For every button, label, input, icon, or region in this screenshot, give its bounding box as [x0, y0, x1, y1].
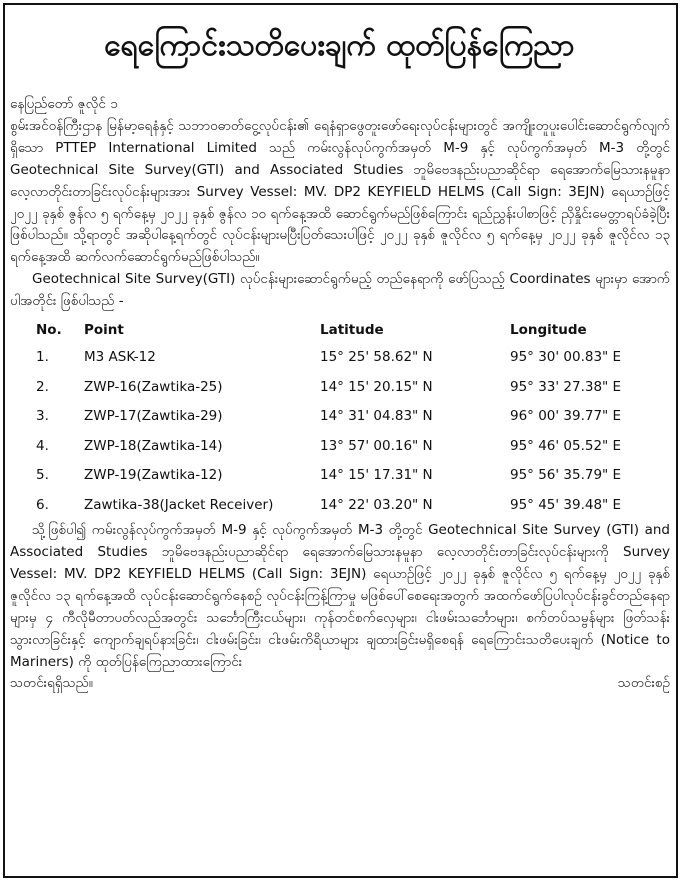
row-no: 2. [36, 378, 49, 395]
header-point: Point [84, 322, 124, 339]
row-longitude: 95° 46' 05.52" E [510, 437, 622, 454]
row-point: ZWP-18(Zawtika-14) [84, 437, 223, 454]
header-no: No. [36, 322, 62, 339]
closing-row [10, 673, 670, 695]
row-longitude: 95° 45' 39.48" E [510, 496, 622, 513]
header-latitude: Latitude [320, 322, 384, 339]
row-no: 3. [36, 408, 49, 425]
row-longitude: 95° 30' 00.83" E [510, 349, 622, 366]
header-longitude: Longitude [510, 322, 587, 339]
closing-text: သတင်းရရှိသည်။ [10, 675, 93, 692]
row-no: 4. [36, 437, 49, 454]
dateline: နေပြည်တော် ဇူလိုင် ၁ [10, 96, 118, 112]
row-no: 5. [36, 467, 49, 484]
row-point: Zawtika-38(Jacket Receiver) [84, 496, 274, 513]
coordinates-table [10, 317, 670, 520]
table-row [10, 402, 670, 432]
row-latitude: 14° 15' 17.31" N [320, 467, 433, 484]
signature: သတင်းစဉ် [617, 675, 670, 692]
table-row [10, 373, 670, 403]
row-no: 6. [36, 496, 49, 513]
row-latitude: 15° 25' 58.62" N [320, 349, 433, 366]
row-point: M3 ASK-12 [84, 349, 156, 366]
row-longitude: 95° 33' 27.38" E [510, 378, 622, 395]
table-row [10, 343, 670, 373]
table-row [10, 491, 670, 521]
row-latitude: 13° 57' 00.16" N [320, 437, 433, 454]
row-latitude: 14° 31' 04.83" N [320, 408, 433, 425]
row-point: ZWP-17(Zawtika-29) [84, 408, 223, 425]
row-point: ZWP-19(Zawtika-12) [84, 467, 223, 484]
row-point: ZWP-16(Zawtika-25) [84, 378, 223, 395]
row-longitude: 95° 56' 35.79" E [510, 467, 622, 484]
row-latitude: 14° 15' 20.15" N [320, 378, 433, 395]
paragraph-3: သို့ဖြစ်ပါ၍ ကမ်းလွန်လုပ်ကွက်အမှတ် M-9 နှင့် လုပ်ကွက်အမှတ် M-3 တို့တွင် Geotechnical Site Survey (GTI) and Associated Studies ဘူမိဗေဒနည်းပညာဆိုင်ရာ ရေအောက်မြေသားနမူနာ လေ့လာတိုင်းတာခြင်းလုပ်ငန်းများကို Survey Vessel: MV. DP2 KEYFIELD HELMS (Call Sign: 3EJN) ရေယာဉ်ဖြင့် ၂၀၂၂ ခုနှစ် ဇူလိုင်လ ၅ ရက်နေ့မှ ၂၀၂၂ ခုနှစ် ဇူလိုင်လ ၁၃ ရက်နေ့အထိ လုပ်ငန်းဆောင်ရွက်နေစဉ် လုပ်ငန်းကြန့်ကြာမှု မဖြစ်ပေါ်စေရေးအတွက် အထက်ဖော်ပြပါလုပ်ငန်းခွင်တည်နေရာများမှ ၄ ကီလိုမီတာပတ်လည်အတွင်း သင်္ဘောကြီးငယ်များ၊ ကုန်တင်စက်လှေများ၊ ငါးဖမ်းသင်္ဘောများ၊ စက်တပ်သမ္ဗန်များ ဖြတ်သန်းသွားလာခြင်းနှင့် ကျောက်ချရပ်နားခြင်း၊ ငါးဖမ်းခြင်း၊ ငါးဖမ်းကိရိယာများ ချထားခြင်းမရှိစေရန် ရေကြောင်းသတိပေးချက် (Notice to Mariners) ကို ထုတ်ပြန်ကြေညာထားကြောင်း [10, 522, 670, 670]
paragraph-2: Geotechnical Site Survey(GTI) လုပ်ငန်းများဆောင်ရွက်မည့် တည်နေရာကို ဖော်ပြသည့် Coordinates များမှာ အောက်ပါအတိုင်း ဖြစ်ပါသည် - [10, 271, 670, 310]
row-longitude: 96° 00' 39.77" E [510, 408, 622, 425]
notice-title: ရေကြောင်းသတိပေးချက် ထုတ်ပြန်ကြေညာ [104, 28, 575, 63]
table-header-row [10, 317, 670, 343]
paragraph-1: စွမ်းအင်ဝန်ကြီးဌာန မြန်မာ့ရေနံနှင့် သဘာဝဓာတ်ငွေ့လုပ်ငန်း၏ ရေနံရှာဖွေတူးဖော်ရေးလုပ်ငန်းများတွင် အကျိုးတူပူးပေါင်းဆောင်ရွက်လျက်ရှိသော PTTEP International Limited သည် ကမ်းလွန်လုပ်ကွက်အမှတ် M-9 နှင့် လုပ်ကွက်အမှတ် M-3 တို့တွင် Geotechnical Site Survey(GTI) and Associated Studies ဘူမိဗေဒနည်းပညာဆိုင်ရာ ရေအောက်မြေသားနမူနာ လေ့လာတိုင်းတာခြင်းလုပ်ငန်းများအား Survey Vessel: MV. DP2 KEYFIELD HELMS (Call Sign: 3EJN) ရေယာဉ်ဖြင့် ၂၀၂၂ ခုနှစ် ဇွန်လ ၅ ရက်နေ့မှ ၂၀၂၂ ခုနှစ် ဇွန်လ ၁၀ ရက်နေ့အထိ ဆောင်ရွက်မည်ဖြစ်ကြောင်း ရည်ညွှန်းပါစာဖြင့် ညှိနှိုင်းမေတ္တာရပ်ခံခဲ့ပြီးဖြစ်ပါသည်။ သို့ရာတွင် အဆိုပါနေ့ရက်တွင် လုပ်ငန်းများမပြီးပြတ်သေးပါဖြင့် ၂၀၂၂ ခုနှစ် ဇူလိုင်လ ၅ ရက်နေ့မှ ၂၀၂၂ ခုနှစ် ဇူလိုင်လ ၁၃ ရက်နေ့အထိ ဆက်လက်ဆောင်ရွက်မည်ဖြစ်ပါသည်။ [10, 117, 670, 266]
notice-body [10, 94, 670, 695]
table-row [10, 432, 670, 462]
table-row [10, 461, 670, 491]
row-latitude: 14° 22' 03.20" N [320, 496, 433, 513]
row-no: 1. [36, 349, 49, 366]
